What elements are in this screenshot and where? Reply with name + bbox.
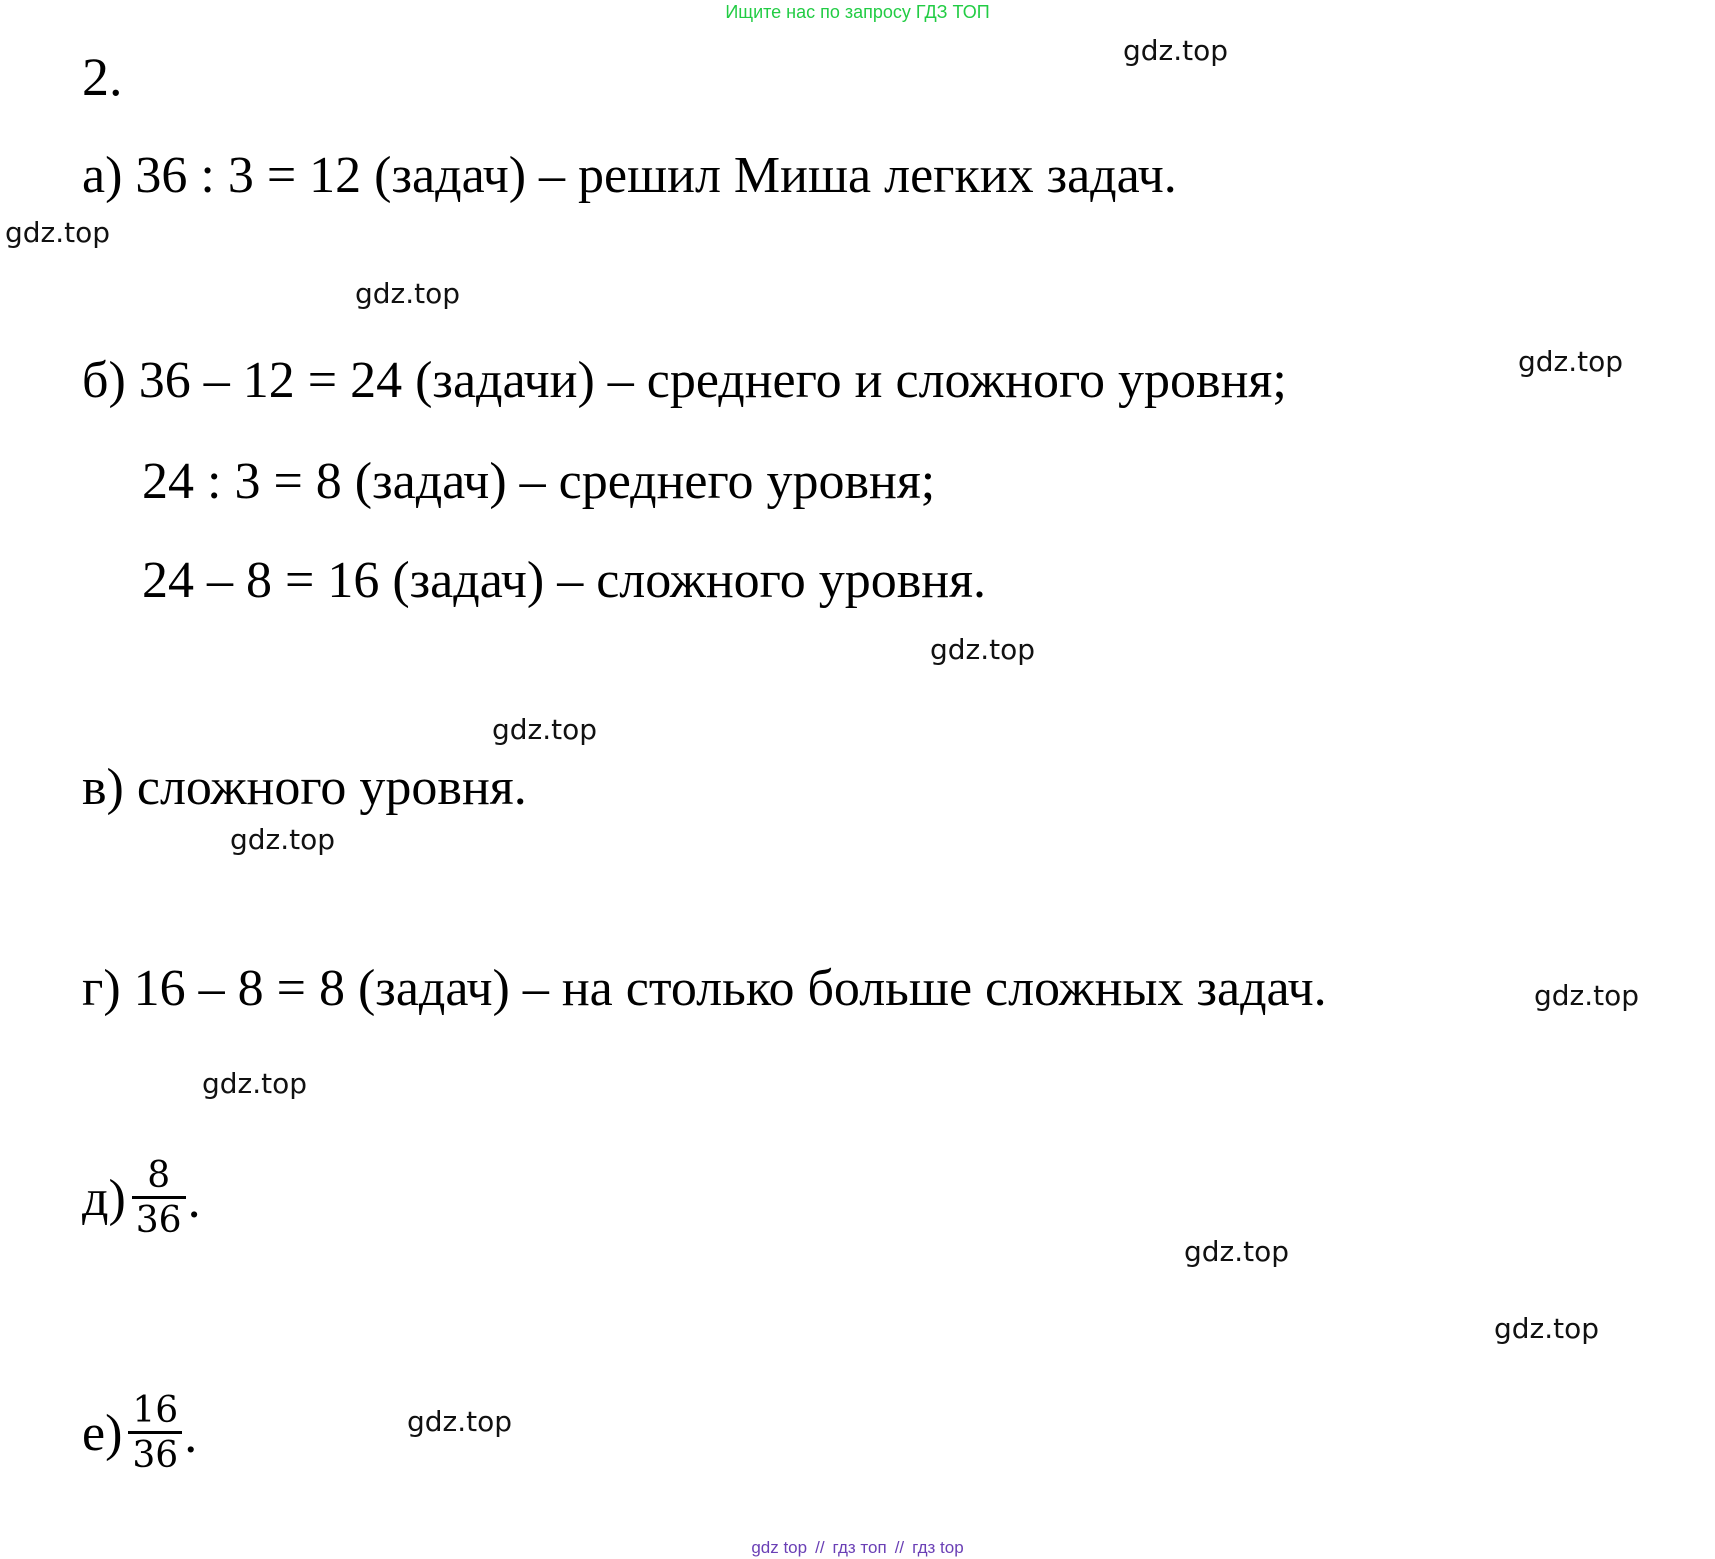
part-d-line (82, 1155, 201, 1241)
part-e-denominator: 36 (132, 1435, 179, 1476)
watermark: gdz.top (1123, 34, 1229, 67)
part-d-numerator: 8 (132, 1158, 186, 1199)
part-g-line: г) 16 – 8 = 8 (задач) – на столько больше сложных задач. (82, 960, 1327, 1017)
watermark: gdz.top (230, 823, 336, 856)
footer-links (0, 1538, 1715, 1558)
part-b-line-3: 24 – 8 = 16 (задач) – сложного уровня. (142, 552, 987, 609)
top-banner: Ищите нас по запросу ГДЗ ТОП (725, 2, 990, 22)
footer-link-2[interactable]: гдз топ (832, 1538, 887, 1557)
part-e-fraction (128, 1390, 182, 1476)
footer-separator: // (815, 1538, 825, 1557)
watermark: gdz.top (930, 633, 1036, 666)
task-number: 2. (82, 47, 123, 107)
footer-link-1[interactable]: gdz top (751, 1538, 808, 1557)
watermark: gdz.top (1184, 1235, 1290, 1268)
watermark: gdz.top (1534, 979, 1640, 1012)
watermark: gdz.top (355, 277, 461, 310)
watermark: gdz.top (202, 1067, 308, 1100)
part-e-period: . (184, 1407, 198, 1464)
watermark: gdz.top (407, 1405, 513, 1438)
part-d-denominator: 36 (135, 1200, 182, 1241)
watermark: gdz.top (1518, 345, 1624, 378)
part-a-line: а) 36 : 3 = 12 (задач) – решил Миша легких задач. (82, 147, 1177, 204)
watermark: gdz.top (492, 713, 598, 746)
watermark: gdz.top (1494, 1312, 1600, 1345)
part-e-label: е) (82, 1404, 123, 1462)
part-e-numerator: 16 (128, 1393, 182, 1434)
watermark: gdz.top (5, 216, 111, 249)
part-d-fraction (132, 1155, 186, 1241)
part-d-period: . (187, 1172, 201, 1229)
part-b-line-1: б) 36 – 12 = 24 (задачи) – среднего и сложного уровня; (82, 352, 1287, 409)
part-b-line-2: 24 : 3 = 8 (задач) – среднего уровня; (142, 453, 936, 510)
footer-link-3[interactable]: гдз top (912, 1538, 964, 1557)
footer-separator: // (894, 1538, 905, 1557)
part-d-label: д) (82, 1169, 126, 1227)
part-e-line (82, 1390, 198, 1476)
part-v-line: в) сложного уровня. (82, 759, 527, 816)
